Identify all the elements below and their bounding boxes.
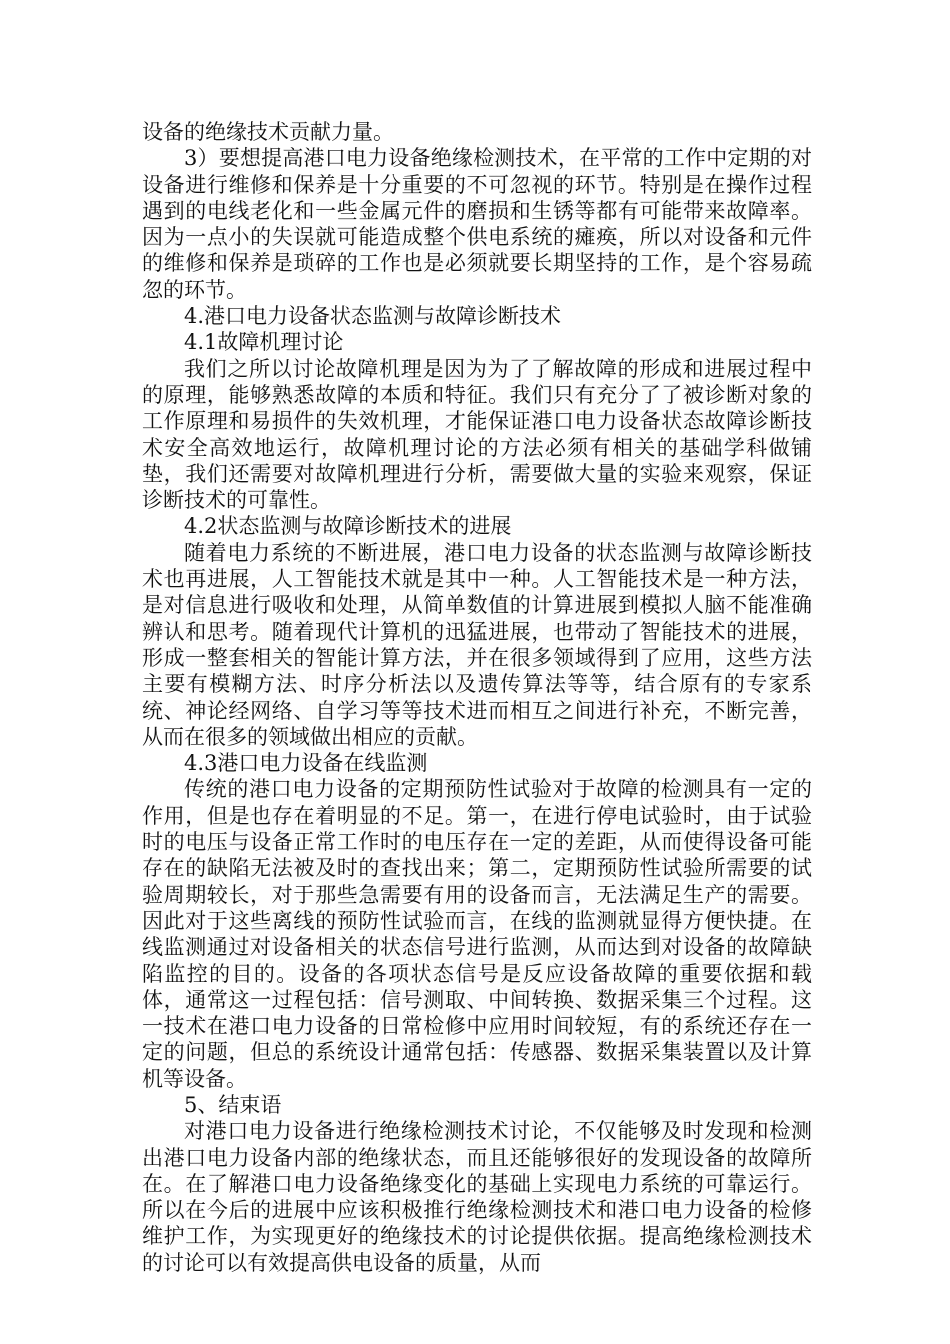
section-heading-5: 5、结束语 (184, 1092, 282, 1117)
paragraph-continuation: 设备的绝缘技术贡献力量。 (142, 120, 394, 144)
section-heading-4-3: 4.3港口电力设备在线监测 (184, 751, 428, 776)
paragraph-fault-mechanism: 我们之所以讨论故障机理是因为为了了解故障的形成和进展过程中的原理，能够熟悉故障的本质和特征。我们只有充分了了被诊断对象的工作原理和易损件的失效机理，才能保证港口电力设备状态故障诊断技术安全高效地运行，故障机理讨论的方法必须有相关的基础学科做铺垫，我们还需要对故障机理进行分析，需要做大量的实验来观察，保证诊断技术的可靠性。 (142, 356, 812, 513)
section-heading-4-2: 4.2状态监测与故障诊断技术的进展 (184, 514, 512, 539)
section-heading-4-1: 4.1故障机理讨论 (184, 330, 344, 355)
paragraph-monitoring-progress: 随着电力系统的不断进展，港口电力设备的状态监测与故障诊断技术也再进展，人工智能技术就是其中一种。人工智能技术是一种方法，是对信息进行吸收和处理，从简单数值的计算进展到模拟人脑不能准确辨认和思考。随着现代计算机的迅猛进展，也带动了智能技术的进展，形成一整套相关的智能计算方法，并在很多领域得到了应用，这些方法主要有模糊方法、时序分析法以及遗传算法等等，结合原有的专家系统、神论经网络、自学习等等技术进而相互之间进行补充，不断完善，从而在很多的领域做出相应的贡献。 (142, 540, 812, 749)
section-heading-4: 4.港口电力设备状态监测与故障诊断技术 (184, 304, 562, 329)
paragraph-maintenance: 3）要想提高港口电力设备绝缘检测技术，在平常的工作中定期的对设备进行维修和保养是十分重要的不可忽视的环节。特别是在操作过程遇到的电线老化和一些金属元件的磨损和生锈等都有可能带来故障率。因为一点小的失误就可能造成整个供电系统的瘫痪，所以对设备和元件的维修和保养是琐碎的工作也是必须就要长期坚持的工作，是个容易疏忽的环节。 (142, 146, 812, 302)
paragraph-online-monitoring: 传统的港口电力设备的定期预防性试验对于故障的检测具有一定的作用，但是也存在着明显的不足。第一，在进行停电试验时，由于试验时的电压与设备正常工作时的电压存在一定的差距，从而使得设备可能存在的缺陷无法被及时的查找出来；第二，定期预防性试验所需要的试验周期较长，对于那些急需要有用的设备而言，无法满足生产的需要。因此对于这些离线的预防性试验而言，在线的监测就显得方便快捷。在线监测通过对设备相关的状态信号进行监测，从而达到对设备的故障缺陷监控的目的。设备的各项状态信号是反应设备故障的重要依据和载体，通常这一过程包括：信号测取、中间转换、数据采集三个过程。这一技术在港口电力设备的日常检修中应用时间较短，有的系统还存在一定的问题，但总的系统设计通常包括：传感器、数据采集装置以及计算机等设备。 (142, 777, 812, 1091)
document-body (142, 119, 812, 1276)
paragraph-conclusion: 对港口电力设备进行绝缘检测技术讨论，不仅能够及时发现和检测出港口电力设备内部的绝缘状态，而且还能够很好的发现设备的故障所在。在了解港口电力设备绝缘变化的基础上实现电力系统的可靠运行。所以在今后的进展中应该积极推行绝缘检测技术和港口电力设备的检修维护工作，为实现更好的绝缘技术的讨论提供依据。提高绝缘检测技术的讨论可以有效提高供电设备的质量，从而 (142, 1119, 812, 1275)
